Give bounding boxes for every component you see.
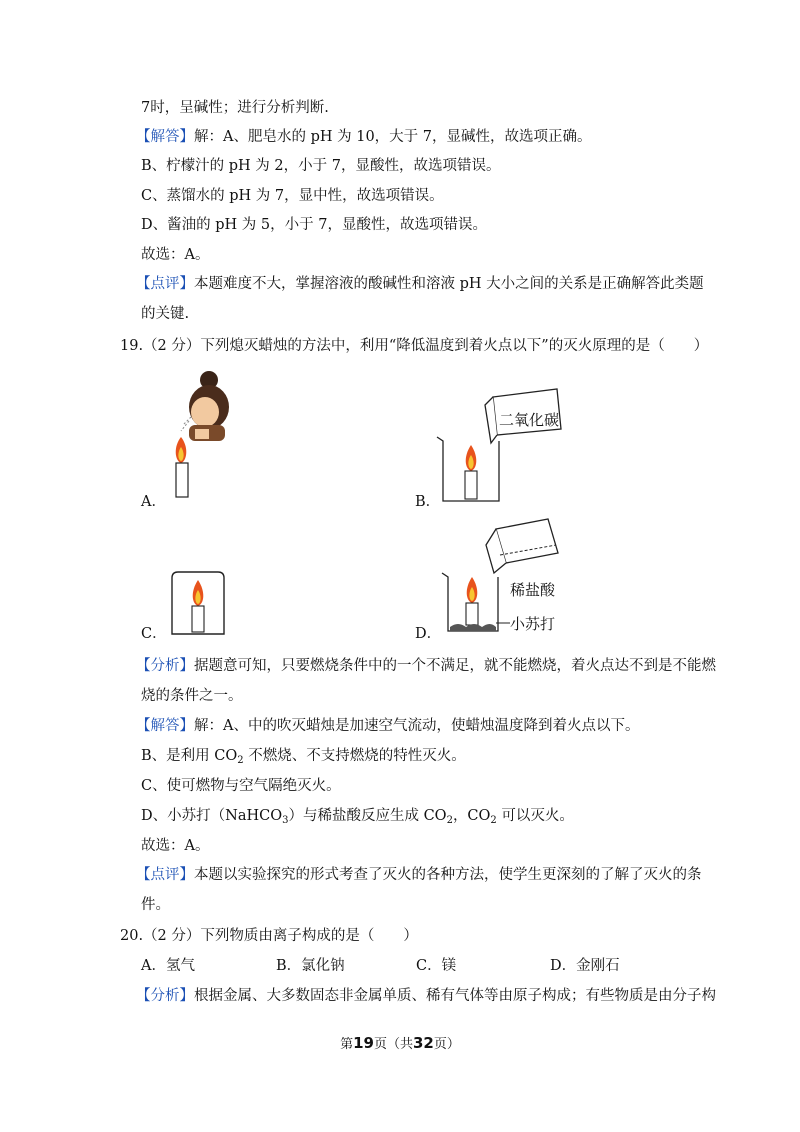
- subscript: 2: [490, 815, 497, 826]
- question-20-stem: 20.（2 分）下列物质由离子构成的是（ ）: [120, 928, 418, 944]
- option-d-figure: [438, 515, 568, 640]
- beaker-icon: [442, 573, 510, 631]
- page-total: 32: [413, 1034, 434, 1052]
- option-a: A．氢气: [141, 958, 195, 974]
- text-line: C、使可燃物与空气隔绝灭火。: [141, 778, 341, 794]
- baking-soda-label: 小苏打: [510, 615, 556, 633]
- beaker-icon: [437, 437, 499, 501]
- text-line: B、柠檬汁的 pH 为 2，小于 7，显酸性，故选项错误。: [141, 158, 501, 174]
- page-number: 19: [353, 1034, 374, 1052]
- analysis-tag: 【分析】: [136, 988, 194, 1004]
- text-line: [141, 806, 574, 826]
- answer-paragraph: [136, 716, 639, 736]
- analysis-text: 据题意可知，只要燃烧条件中的一个不满足，就不能燃烧，着火点达不到是不能燃: [194, 658, 716, 674]
- option-a-figure: [165, 365, 255, 500]
- co2-label: 二氧化碳: [499, 411, 560, 429]
- comment-tag: 【点评】: [136, 276, 194, 292]
- text-span: 可以灭火。: [496, 808, 574, 824]
- text-line: 故选：A。: [141, 838, 210, 854]
- option-c-figure: [168, 568, 228, 638]
- analysis-paragraph: [136, 656, 716, 676]
- text-line: 故选：A。: [141, 247, 210, 263]
- footer-text: 第: [340, 1037, 354, 1052]
- text-span: ）与稀盐酸反应生成 CO: [288, 808, 447, 824]
- analysis-text: 根据金属、大多数固态非金属单质、稀有气体等由原子构成；有些物质是由分子构: [194, 988, 716, 1004]
- text-line: 烧的条件之一。: [141, 688, 243, 704]
- option-c: C．镁: [416, 958, 457, 974]
- question-19-stem: 19.（2 分）下列熄灭蜡烛的方法中，利用“降低温度到着火点以下”的灭火原理的是（ ）: [120, 338, 709, 354]
- footer-text: 页（共: [373, 1037, 413, 1052]
- option-b: B．氯化钠: [276, 958, 345, 974]
- girl-blowing-icon: [181, 371, 229, 441]
- text-span: B、是利用 CO: [141, 748, 238, 764]
- analysis-tag: 【分析】: [136, 658, 194, 674]
- subscript: 2: [237, 755, 244, 766]
- analysis-paragraph: [136, 986, 716, 1006]
- subscript: 2: [446, 815, 453, 826]
- option-d-label: D．: [415, 626, 442, 642]
- comment-paragraph: [136, 274, 704, 294]
- answer-tag: 【解答】: [136, 129, 194, 145]
- covered-candle-icon: [172, 572, 224, 634]
- candle-icon: [176, 437, 188, 497]
- comment-tag: 【点评】: [136, 867, 194, 883]
- acid-container-icon: [486, 519, 558, 573]
- text-line: 件。: [141, 897, 170, 913]
- text-line: 7时，呈碱性；进行分析判断.: [141, 100, 329, 116]
- option-a-label: A．: [141, 494, 166, 510]
- option-b-figure: [435, 385, 575, 505]
- text-line: C、蒸馏水的 pH 为 7，显中性，故选项错误。: [141, 188, 444, 204]
- footer-text: 页）: [433, 1037, 460, 1052]
- option-c-label: C．: [141, 626, 167, 642]
- page-footer: [0, 1033, 800, 1052]
- comment-text: 本题难度不大，掌握溶液的酸碱性和溶液 pH 大小之间的关系是正确解答此类题: [194, 276, 704, 292]
- text-line: D、酱油的 pH 为 5，小于 7，显酸性，故选项错误。: [141, 217, 487, 233]
- answer-tag: 【解答】: [136, 718, 194, 734]
- text-span: ，CO: [452, 808, 491, 824]
- text-span: 不燃烧、不支持燃烧的特性灭火。: [243, 748, 466, 764]
- option-b-label: B．: [415, 494, 441, 510]
- subscript: 3: [282, 815, 289, 826]
- text-line: 的关键.: [141, 306, 190, 322]
- answer-paragraph: [136, 127, 592, 147]
- option-d: D．金刚石: [550, 958, 620, 974]
- text-line: [141, 746, 466, 766]
- text-span: D、小苏打（NaHCO: [141, 808, 283, 824]
- comment-paragraph: [136, 865, 702, 885]
- answer-text: 解：A、肥皂水的 pH 为 10，大于 7，显碱性，故选项正确。: [194, 129, 592, 145]
- answer-text: 解：A、中的吹灭蜡烛是加速空气流动，使蜡烛温度降到着火点以下。: [194, 718, 640, 734]
- comment-text: 本题以实验探究的形式考查了灭火的各种方法，使学生更深刻的了解了灭火的条: [194, 867, 702, 883]
- acid-label: 稀盐酸: [510, 581, 556, 599]
